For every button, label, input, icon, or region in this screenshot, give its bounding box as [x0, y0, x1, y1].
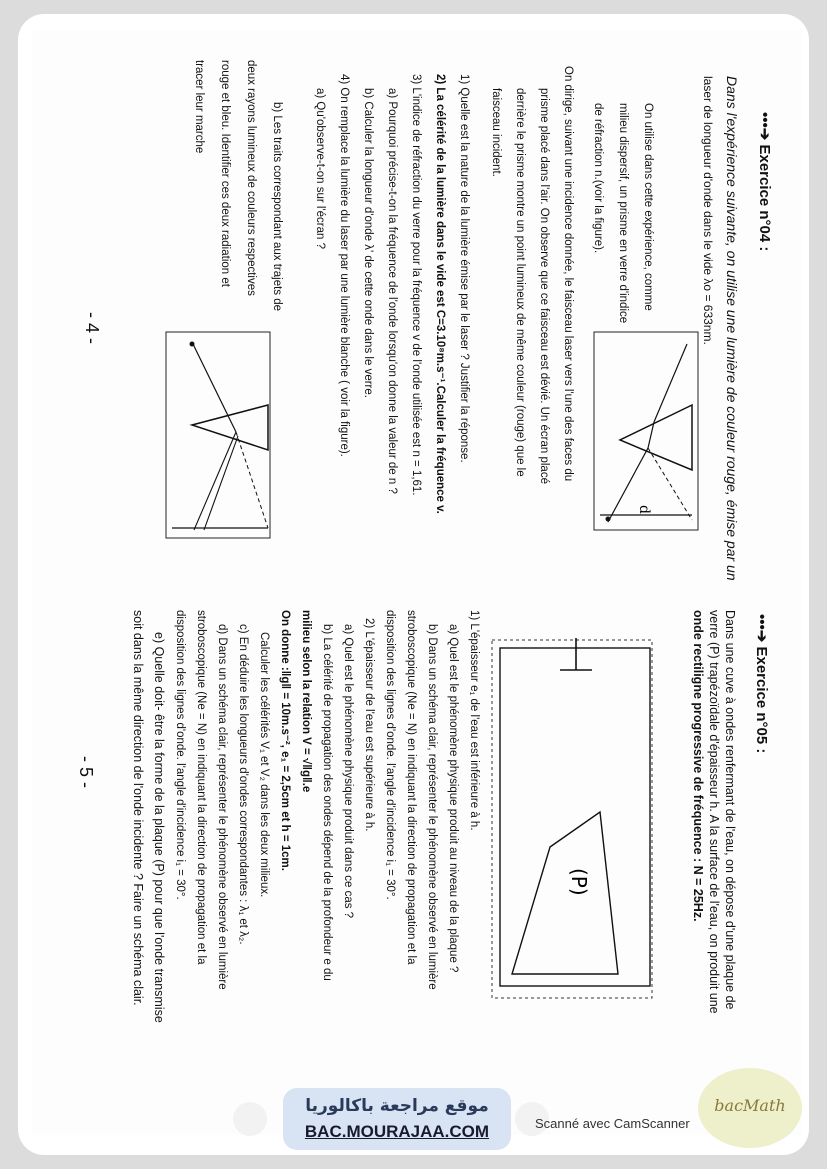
tank-outline — [500, 648, 650, 986]
ex4-p1: On utilise dans cette expérience, comme — [642, 103, 654, 311]
figure-frame-2 — [166, 332, 270, 538]
ex4-title: •••➔ Exercice n°04 : — [756, 112, 773, 252]
tank-dashed-border — [492, 640, 652, 998]
white-light-prism-figure — [164, 330, 274, 542]
ex4-q4b4: tracer leur marche — [193, 60, 205, 154]
ex4-title-block — [755, 112, 773, 251]
laser-prism-figure — [592, 330, 702, 535]
ex5-questions-a — [127, 610, 484, 1023]
camscanner-watermark: Scanné avec CamScanner — [535, 1116, 690, 1131]
plate-label: (P) — [567, 868, 591, 896]
ex5-l1: Dans une cuve à ondes renfermant de l'eau, on dépose d'une plaque de — [723, 610, 737, 1010]
ex4-q4b-block — [186, 60, 290, 312]
ex4-q3a: a) Pourquoi précise-t-on la fréquence de l'onde lorsqu'on donne la valeur de n ? — [386, 88, 398, 494]
ex4-intro-2 — [701, 76, 714, 345]
ex4-intro-line2: laser de longueur d'onde dans le vide λo = 633nm. — [701, 76, 715, 345]
ex4-q1: 1) Quelle est la nature de la lumière émise par le laser ? Justifier la réponse. — [458, 74, 470, 463]
site-name-arabic: موقع مراجعة باكالوريا — [305, 1096, 489, 1116]
ex5-q2d: Calculer les célérités V₁ et V₂ dans les deux milieux. — [258, 632, 270, 898]
ex5-q2a: a) Quel est le phénomène physique produit dans ce cas ? — [342, 624, 354, 919]
ex4-q4b2: deux rayons lumineux de couleurs respectives — [245, 60, 257, 296]
ex4-q2: 2) La célérité de la lumière dans le vide est C=3.10⁸m.s⁻¹.Calculer la fréquence v. — [434, 74, 446, 514]
ex5-q1b2: stroboscopique (Ne = N) en indiquant la direction de propagation et la — [405, 610, 417, 965]
figure-frame — [594, 332, 698, 530]
ex4-p2: milieu dispersif, un prisme en verre d'indice — [617, 103, 629, 324]
wave-tank-figure — [490, 612, 655, 1002]
bacmath-logo — [698, 1068, 802, 1148]
banner-box[interactable] — [283, 1088, 511, 1150]
ex5-page-number: - 5 - — [76, 756, 96, 789]
ex4-q4b3: rouge et bleu. Identifier ces deux radiation et — [219, 60, 231, 287]
ex5-l2: verre (P) trapézoïdale d'épaisseur h. A la surface de l'eau, on produit une — [707, 610, 721, 1014]
ex4-q4b1: b) Les traits correspondant aux trajets de — [271, 102, 283, 312]
ex4-p7: faisceau incident. — [490, 88, 502, 177]
ex4-questions — [308, 74, 476, 514]
ex4-p6: derrière le prisme montre un point lumineux de même couleur (rouge) que le — [514, 88, 526, 477]
site-banner[interactable] — [227, 1086, 563, 1154]
ex5-q2f3: disposition des lignes d'onde. l'angle d'incidence i₁ = 30°. — [174, 610, 186, 900]
site-url-link[interactable]: BAC.MOURAJAA.COM — [304, 1122, 490, 1141]
source-point — [190, 342, 195, 347]
ex5-q1a: a) Quel est le phénomène physique produit au niveau de la plaque ? — [447, 624, 459, 973]
ex4-q3b: b) Calculer la longueur d'onde λ' de cette onde dans le verre. — [362, 88, 374, 398]
ex5-q2: 2) L'épaisseur de l'eau est supérieure à h. — [363, 618, 375, 832]
ex5-q2b2: milieu selon la relation V = √‖g‖.e — [300, 610, 312, 793]
ex5-q2f1: d) Dans un schéma clair, représenter le phénomène observé en lumière — [216, 624, 228, 990]
ex5-q2g1: e) Quelle doit- être la forme de la plaque (P) pour que l'onde transmise — [152, 632, 166, 1023]
ex4-page-number-box — [81, 312, 102, 344]
dashed-ray — [236, 432, 268, 528]
ex5-page-number-box — [75, 756, 96, 788]
ex5-q2g2: soit dans la même direction de l'onde incidente ? Faire un schéma clair. — [131, 610, 145, 1006]
ex5-title-block — [752, 614, 770, 753]
ex5-l3: onde rectiligne progressive de fréquence : N = 25Hz. — [691, 610, 705, 922]
ex4-p5: prisme placé dans l'air. On observe que ce faisceau est dévié. Un écran placé — [538, 88, 550, 484]
bacmath-logo-text: bacMath — [714, 1096, 786, 1115]
prism-triangle-2 — [192, 405, 268, 450]
ray-blue — [204, 436, 238, 530]
ex5-q1: 1) L'épaisseur e₁ de l'eau est inférieure à h. — [468, 610, 480, 831]
ex5-q2e: c) En déduire les longueurs d'ondes correspondantes : λ₁ et λ₂. — [237, 624, 249, 945]
ex5-q2c: On donne :‖g‖ = 10m.s⁻², e₁ = 2,5cm et h = 1cm. — [279, 610, 291, 871]
ex4-q3: 3) L'indice de réfraction du verre pour la fréquence v de l'onde utilisée est n = 1,61. — [410, 74, 422, 496]
plate-trapezoid — [512, 812, 618, 974]
ex4-q4a: a) Qu'observe-t-on sur l'écran ? — [314, 88, 326, 249]
ex4-q4: 4) On remplace la lumière du laser par une lumière blanche ( voir la figure). — [338, 74, 350, 457]
deviation-label: d — [636, 505, 652, 514]
undeviated-dashed-ray — [648, 448, 692, 520]
ex5-intro — [690, 610, 738, 1014]
ex4-intro — [723, 76, 740, 581]
ex5-title: •••➔ Exercice n°05 : — [753, 614, 770, 754]
light-spot — [606, 517, 611, 522]
ex4-p3: de réfraction n.(voir la figure). — [592, 103, 604, 254]
ex4-intro-line1: Dans l'expérience suivante, on utilise une lumière de couleur rouge, émise par un — [724, 76, 740, 581]
ex4-paragraph-b — [484, 66, 580, 484]
ex5-q1b1: b) Dans un schéma clair, représenter le phénomène observé en lumière — [426, 624, 438, 990]
ex5-q2b1: b) La célérité de propagation des ondes dépend de la profondeur e du — [321, 624, 333, 981]
ex4-page-number: - 4 - — [82, 312, 102, 345]
ray-red — [194, 432, 236, 530]
ex5-q1b3: disposition des lignes d'onde. l'angle d'incidence i₁ = 30°. — [384, 610, 396, 900]
ex4-p4: On dirige, suivant une incidence donnée, le faisceau laser vers l'une des faces du — [562, 66, 574, 482]
left-book-logo-icon — [233, 1102, 267, 1136]
ex4-paragraph-a — [585, 103, 660, 323]
ex5-q2f2: stroboscopique (Ne = N) en indiquant la direction de propagation et la — [195, 610, 207, 965]
